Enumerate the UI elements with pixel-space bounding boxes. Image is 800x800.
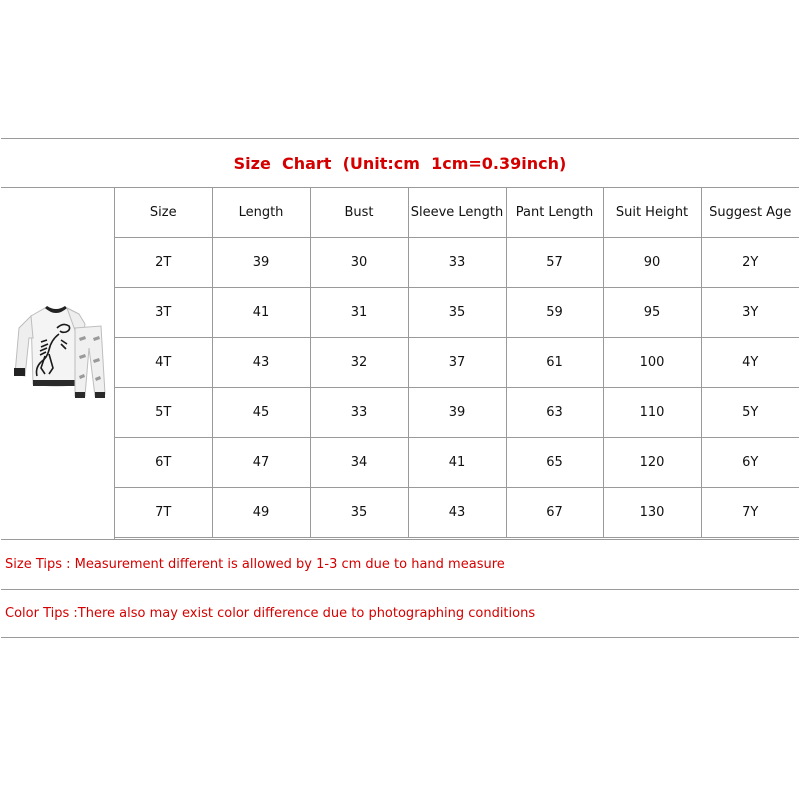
column-header: Suit Height (603, 188, 701, 238)
table-cell: 67 (506, 488, 603, 538)
table-cell: 120 (603, 438, 701, 488)
table-header-row (115, 188, 799, 238)
size-chart-title: Size Chart (Unit:cm 1cm=0.39inch) (233, 153, 567, 173)
size-chart-title-row (1, 139, 799, 188)
table-cell: 43 (408, 488, 506, 538)
column-header: Suggest Age (701, 188, 799, 238)
table-cell: 33 (408, 238, 506, 288)
table-cell: 4Y (701, 338, 799, 388)
table-cell: 6Y (701, 438, 799, 488)
table-cell: 35 (408, 288, 506, 338)
table-cell: 45 (212, 388, 310, 438)
table-cell: 49 (212, 488, 310, 538)
table-row (115, 238, 799, 288)
table-cell: 95 (603, 288, 701, 338)
table-cell: 30 (310, 238, 408, 288)
size-chart (1, 138, 799, 641)
table-cell: 32 (310, 338, 408, 388)
table-cell: 34 (310, 438, 408, 488)
table-cell: 7T (115, 488, 212, 538)
table-cell: 63 (506, 388, 603, 438)
table-cell: 31 (310, 288, 408, 338)
table-cell: 2T (115, 238, 212, 288)
size-table (115, 188, 799, 538)
table-cell: 7Y (701, 488, 799, 538)
table-cell: 100 (603, 338, 701, 388)
table-cell: 3T (115, 288, 212, 338)
table-cell: 3Y (701, 288, 799, 338)
table-row (115, 288, 799, 338)
color-tips-text: Color Tips :There also may exist color difference due to photographing conditions (5, 606, 536, 621)
table-cell: 37 (408, 338, 506, 388)
table-cell: 61 (506, 338, 603, 388)
table-cell: 39 (212, 238, 310, 288)
table-row (115, 338, 799, 388)
table-cell: 41 (408, 438, 506, 488)
size-tips-text: Size Tips : Measurement different is allowed by 1-3 cm due to hand measure (5, 556, 505, 572)
table-cell: 43 (212, 338, 310, 388)
table-cell: 4T (115, 338, 212, 388)
table-cell: 5T (115, 388, 212, 438)
table-cell: 47 (212, 438, 310, 488)
column-header: Sleeve Length (408, 188, 506, 238)
table-cell: 6T (115, 438, 212, 488)
table-row (115, 438, 799, 488)
column-header: Length (212, 188, 310, 238)
table-cell: 33 (310, 388, 408, 438)
table-cell: 110 (603, 388, 701, 438)
table-cell: 65 (506, 438, 603, 488)
table-cell: 39 (408, 388, 506, 438)
column-header: Pant Length (506, 188, 603, 238)
table-row (115, 488, 799, 538)
column-header: Bust (310, 188, 408, 238)
table-cell: 35 (310, 488, 408, 538)
color-tips-row (1, 589, 799, 638)
table-cell: 130 (603, 488, 701, 538)
table-cell: 5Y (701, 388, 799, 438)
pajama-set-image (1, 188, 114, 539)
table-cell: 90 (603, 238, 701, 288)
table-cell: 57 (506, 238, 603, 288)
column-header: Size (115, 188, 212, 238)
table-row (115, 388, 799, 438)
table-cell: 41 (212, 288, 310, 338)
table-cell: 59 (506, 288, 603, 338)
size-tips-row (1, 539, 799, 588)
product-image-cell (1, 188, 115, 539)
table-cell: 2Y (701, 238, 799, 288)
